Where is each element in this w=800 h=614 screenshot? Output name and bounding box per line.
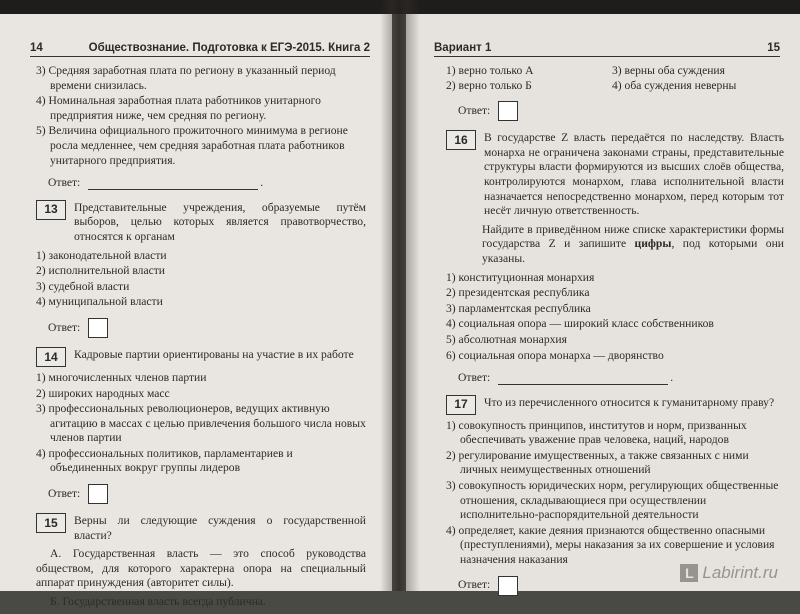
task13-answer xyxy=(48,318,366,338)
task12-option: 5) Величина официального прожиточного минимума в регионе росла медленнее, чем средняя заработная плата работников унитарного предприятия. xyxy=(36,124,348,167)
task16-answer xyxy=(458,371,784,386)
task14-option: 3) профессиональных революционеров, ведущих активную агитацию в массах с целью привлечения большого числа новых членов партии xyxy=(36,402,366,445)
task-question: Что из перечисленного относится к гуманитарному праву? xyxy=(484,395,775,409)
left-page-header xyxy=(30,32,370,57)
task12-option: 4) Номинальная заработная плата работников унитарного предприятия ниже, чем средняя по региону. xyxy=(36,94,321,122)
answer-label: Ответ: xyxy=(48,176,81,190)
answer-line[interactable] xyxy=(498,372,668,385)
instruction-bold: цифры xyxy=(634,237,672,251)
answer-label: Ответ: xyxy=(48,320,81,334)
running-title: Вариант 1 xyxy=(434,42,492,54)
answer-line[interactable] xyxy=(88,177,258,190)
task16-instruction xyxy=(482,223,784,267)
answer-box[interactable] xyxy=(88,318,108,338)
task16-option: 5) абсолютная монархия xyxy=(446,332,567,346)
task15-statement: А. Государственная власть — это способ руководства обществом, для которого характерна опора на специальный аппарат принуждения (авторитет силы). xyxy=(36,547,366,590)
task13-option: 1) законодательной власти xyxy=(36,248,167,262)
answer-dot: . xyxy=(260,176,264,190)
answer-label: Ответ: xyxy=(458,578,491,592)
task17-option: 3) совокупность юридических норм, регулирующих общественные отношения, складывающиеся при осуществлении исполнительно-распорядительной деятельности xyxy=(446,479,779,522)
right-page-header xyxy=(434,32,780,57)
task13 xyxy=(36,201,366,245)
answer-label: Ответ: xyxy=(458,103,491,117)
page-number: 14 xyxy=(30,42,43,54)
right-page xyxy=(406,14,800,591)
answer-label: Ответ: xyxy=(48,486,81,500)
task-question: Верны ли следующие суждения о государственной власти? xyxy=(74,514,366,542)
task13-option: 4) муниципальной власти xyxy=(36,295,163,309)
task14-answer xyxy=(48,484,366,504)
labirint-watermark xyxy=(680,563,778,583)
task14-option: 1) многочисленных членов партии xyxy=(36,370,207,384)
task16-option: 3) парламентская республика xyxy=(446,301,591,315)
task14-options xyxy=(36,371,366,476)
watermark-text: Labirint.ru xyxy=(702,563,778,582)
task-question: Кадровые партии ориентированы на участие в их работе xyxy=(74,347,354,361)
task17-options xyxy=(446,419,784,568)
task-number: 13 xyxy=(36,200,66,220)
task-question: Представительные учреждения, образуемые путём выборов, целью которых является правотворчество, относятся к органам xyxy=(74,200,366,243)
answer-box[interactable] xyxy=(88,484,108,504)
answer-box[interactable] xyxy=(498,576,518,596)
task15-statement: Б. Государственная власть всегда публична. xyxy=(50,595,266,609)
task15-option: 3) верны оба суждения xyxy=(612,64,725,77)
task14-option: 4) профессиональных политиков, парламентариев и объединенных вокруг группы лидеров xyxy=(36,446,293,475)
instruction-text-end: , под которыми они указаны. xyxy=(482,237,784,265)
task13-option: 2) исполнительной власти xyxy=(36,264,166,278)
task17 xyxy=(446,396,784,415)
task17-option: 2) регулирование имущественных, а также связанных с ними личных неимущественных отношений xyxy=(446,448,749,477)
task16-option: 6) социальная опора монарха — дворянство xyxy=(446,348,664,362)
task13-options xyxy=(36,249,366,310)
task-number: 17 xyxy=(446,395,476,415)
task15-options xyxy=(446,64,784,93)
task12-option: 3) Средняя заработная плата по региону в указанный период времени снизилась. xyxy=(36,64,336,92)
task17-option: 1) совокупность принципов, институтов и норм, призванных обеспечивать уважение прав человека, наций, народов xyxy=(446,418,747,447)
task15-option: 1) верно только А xyxy=(446,64,534,77)
task16-options xyxy=(446,271,784,364)
task-number: 14 xyxy=(36,347,66,367)
task14-option: 2) широких народных масс xyxy=(36,386,170,400)
task12-answer xyxy=(48,176,366,191)
task16-option: 4) социальная опора — широкий класс собственников xyxy=(446,317,714,331)
right-page-content xyxy=(446,64,784,606)
task16-option: 1) конституционная монархия xyxy=(446,270,595,284)
labirint-logo-icon: L xyxy=(680,564,698,582)
answer-label: Ответ: xyxy=(458,371,491,385)
left-page-content xyxy=(36,64,366,614)
task16 xyxy=(446,131,784,219)
page-number: 15 xyxy=(767,42,780,54)
left-page xyxy=(0,14,392,609)
task13-option: 3) судебной власти xyxy=(36,279,130,293)
top-edge xyxy=(0,0,800,14)
task12-options xyxy=(36,64,366,168)
task-question: В государстве Z власть передаётся по наследству. Власть монарха не ограничена законами страны, представительные структуры власти формируются из высших слоёв общества, контролируются монархом, глава исполнительной власти назначается непосредственно монархом, перед которым тот несёт личную ответственность. xyxy=(484,131,784,218)
answer-dot: . xyxy=(670,371,674,385)
task15-option: 2) верно только Б xyxy=(446,78,532,92)
task-number: 15 xyxy=(36,513,66,533)
task15-option: 4) оба суждения неверны xyxy=(612,78,737,92)
running-title: Обществознание. Подготовка к ЕГЭ-2015. Книга 2 xyxy=(88,42,370,54)
task-number: 16 xyxy=(446,130,476,150)
task17-option: 4) определяет, какие деяния признаются общественно опасными (преступлениями), меры наказания за их совершение и условия назначения наказания xyxy=(446,523,775,567)
task15 xyxy=(36,514,366,543)
task14 xyxy=(36,348,366,367)
answer-box[interactable] xyxy=(498,101,518,121)
task16-option: 2) президентская республика xyxy=(446,286,590,300)
task15-answer xyxy=(458,101,784,121)
instruction-text: Найдите в приведённом ниже списке характеристики формы государства Z и запишите xyxy=(482,222,784,251)
